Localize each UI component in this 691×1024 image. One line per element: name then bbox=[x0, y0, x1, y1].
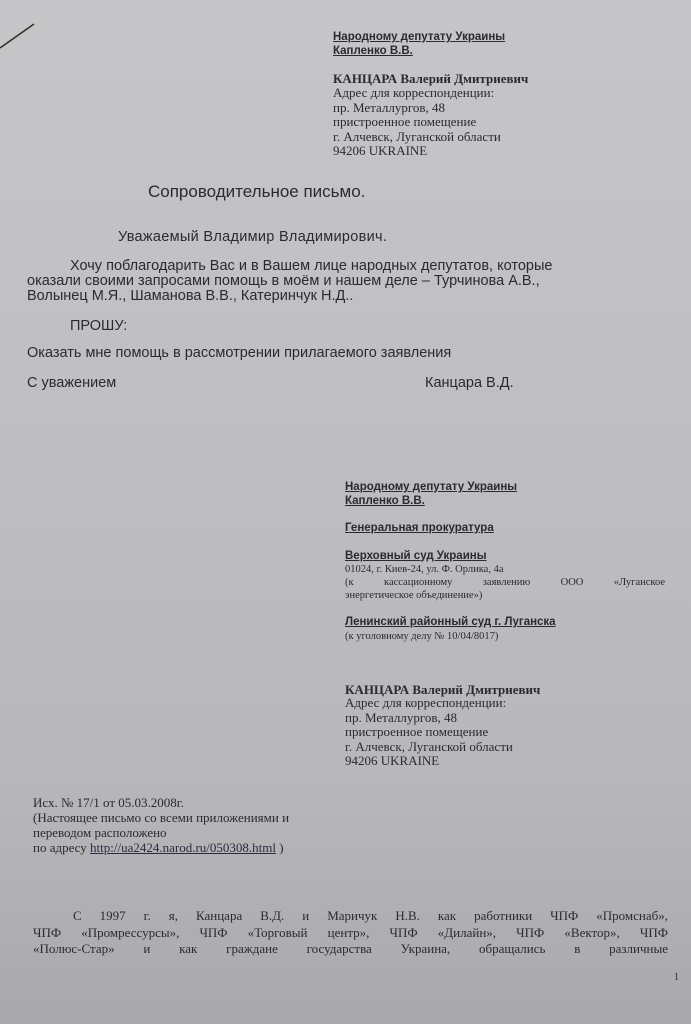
address-line: г. Алчевск, Луганской области bbox=[345, 738, 513, 754]
outgoing-number: Исх. № 17/1 от 05.03.2008г. bbox=[33, 795, 184, 810]
recipient-block-top bbox=[333, 30, 528, 159]
greeting: Уважаемый Владимир Владимирович. bbox=[118, 229, 388, 245]
court-note: энергетическое объединение») bbox=[345, 590, 483, 601]
recipient-line: Народному депутату Украины bbox=[345, 481, 518, 493]
body-line: оказали своими запросами помощь в моём и нашем деле – Турчинова А.В., bbox=[27, 273, 540, 289]
sender-name: КАНЦАРА Валерий Дмитриевич bbox=[333, 71, 529, 86]
address-line: 94206 UKRAINE bbox=[333, 143, 428, 158]
address-line: Адрес для корреспонденции: bbox=[345, 695, 507, 710]
letter-title: Сопроводительное письмо. bbox=[148, 182, 366, 201]
outgoing-reference bbox=[33, 795, 289, 855]
prosecutor-office: Генеральная прокуратура bbox=[345, 522, 494, 534]
court-note: (к уголовному делу № 10/04/8017) bbox=[345, 630, 499, 642]
address-line: 94206 UKRAINE bbox=[345, 753, 440, 768]
pen-mark bbox=[0, 20, 40, 50]
outgoing-url-line bbox=[33, 840, 289, 855]
recipient-name: Капленко В.В. bbox=[345, 494, 425, 507]
court-note: (к кассационному заявлению ООО «Луганское bbox=[345, 577, 665, 588]
closing: С уважением bbox=[27, 375, 117, 391]
address-line: Адрес для корреспонденции: bbox=[333, 85, 495, 100]
address-line: пристроенное помещение bbox=[333, 114, 477, 129]
recipient-name: Капленко В.В. bbox=[333, 45, 413, 57]
statement-line: С 1997 г. я, Канцара В.Д. и Маричук Н.В. как работники ЧПФ «Промснаб», bbox=[73, 908, 668, 923]
address-line: пр. Металлургов, 48 bbox=[333, 99, 445, 115]
statement-line: ЧПФ «Промрессурсы», ЧПФ «Торговый центр», ЧПФ «Дилайн», ЧПФ «Вектор», ЧПФ bbox=[33, 924, 668, 940]
sender-name: КАНЦАРА Валерий Дмитриевич bbox=[345, 681, 541, 697]
body-line: Хочу поблагодарить Вас и в Вашем лице народных депутатов, которые bbox=[70, 258, 553, 274]
page-number: 1 bbox=[674, 972, 679, 983]
url-suffix: ) bbox=[276, 840, 284, 855]
statement-paragraph bbox=[33, 908, 668, 958]
letter-body bbox=[27, 259, 552, 304]
address-line: пр. Металлургов, 48 bbox=[345, 709, 457, 725]
outgoing-note: (Настоящее письмо со всеми приложениями и bbox=[33, 810, 290, 825]
address-line: г. Алчевск, Луганской области bbox=[333, 128, 501, 144]
request-heading: ПРОШУ: bbox=[70, 318, 128, 334]
court-name: Ленинский районный суд г. Луганска bbox=[345, 616, 556, 628]
signer-name: Канцара В.Д. bbox=[425, 375, 514, 391]
request-text: Оказать мне помощь в рассмотрении прилагаемого заявления bbox=[27, 345, 452, 361]
court-address: 01024, г. Киев-24, ул. Ф. Орлика, 4а bbox=[345, 564, 504, 575]
address-line: пристроенное помещение bbox=[345, 724, 489, 739]
outgoing-note: переводом расположено bbox=[33, 825, 167, 840]
recipient-block-bottom bbox=[345, 481, 665, 769]
recipient-line: Народному депутату Украины bbox=[333, 31, 506, 43]
url-prefix: по адресу bbox=[33, 840, 91, 855]
statement-line: «Полюс-Стар» и как граждане государства Украина, обращались в различные bbox=[33, 941, 668, 956]
document-url-link[interactable]: http://ua2424.narod.ru/050308.html bbox=[90, 840, 277, 855]
court-name: Верховный суд Украины bbox=[345, 549, 487, 562]
body-line: Волынец М.Я., Шаманова В.В., Катеринчук Н.Д.. bbox=[27, 288, 354, 304]
